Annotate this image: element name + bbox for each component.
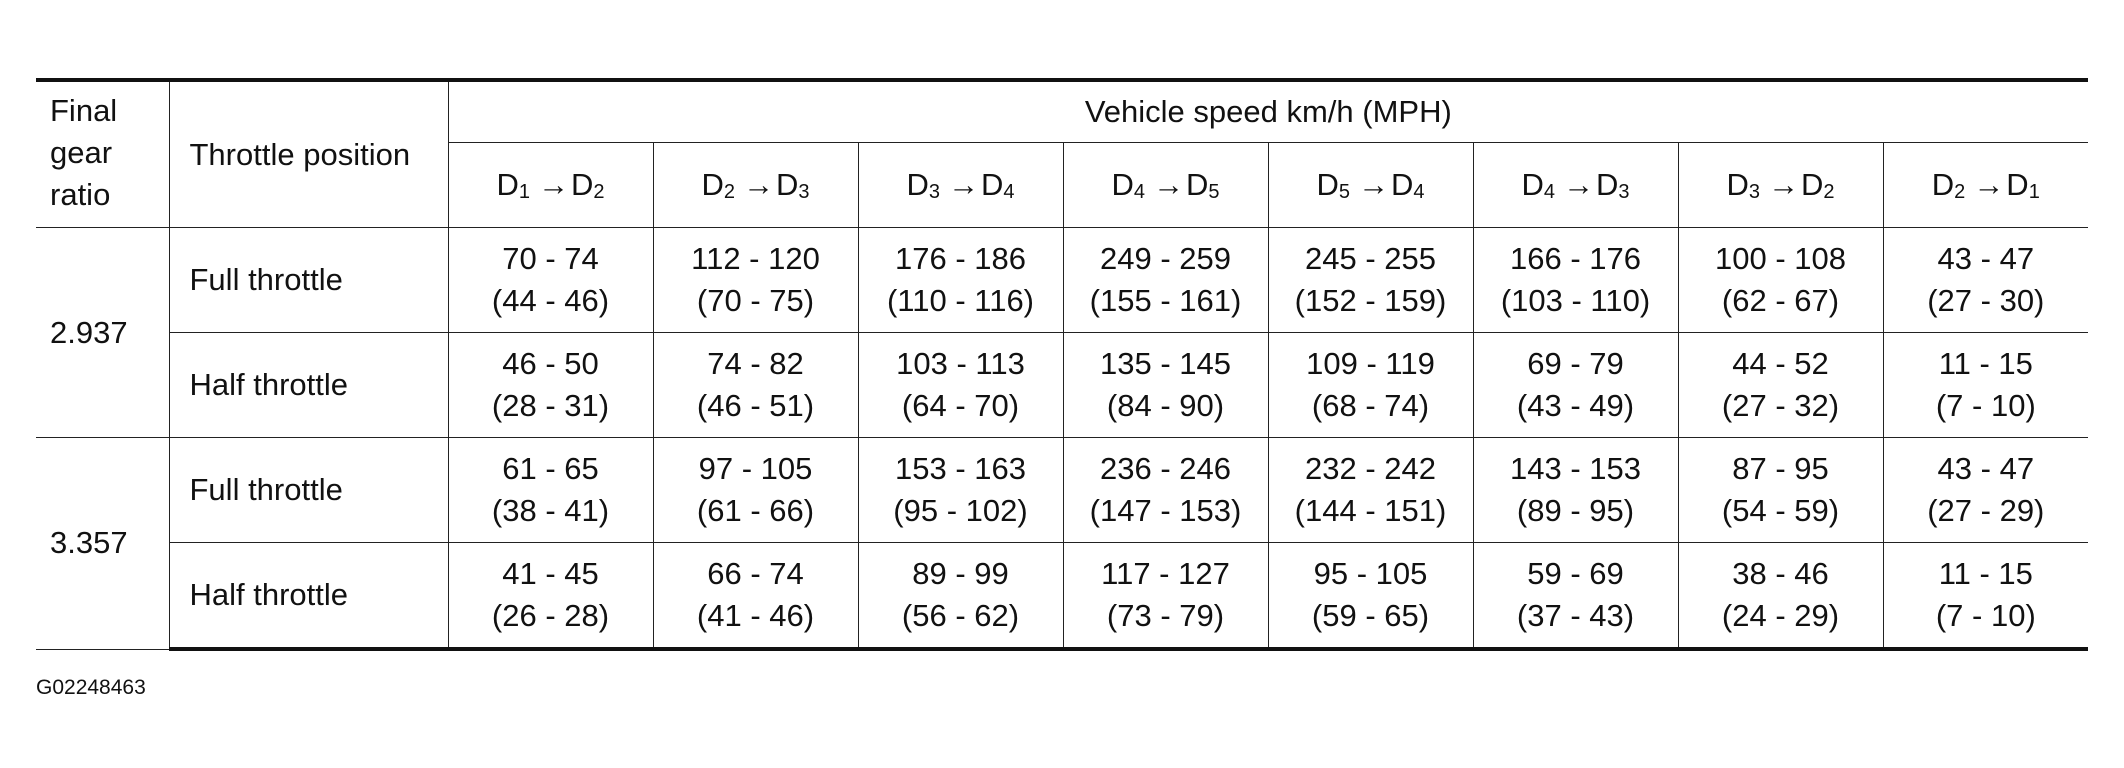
shift-to: D xyxy=(571,167,594,202)
shift-from: D xyxy=(1521,167,1544,202)
shift-from: D xyxy=(906,167,929,202)
speed-kmh: 153 - 163 xyxy=(895,451,1026,486)
shift-speed-table-container xyxy=(36,78,2088,651)
shift-arrow: → xyxy=(743,167,774,202)
speed-cell xyxy=(1883,228,2088,333)
shift-to: D xyxy=(1801,167,1824,202)
shift-to-sub: 4 xyxy=(1003,181,1015,203)
header-shift-5 xyxy=(1268,143,1473,228)
shift-to-sub: 5 xyxy=(1208,181,1220,203)
speed-mph: (27 - 30) xyxy=(1927,283,2045,318)
header-shift-7 xyxy=(1678,143,1883,228)
speed-kmh: 61 - 65 xyxy=(502,451,599,486)
speed-mph: (89 - 95) xyxy=(1516,493,1635,528)
shift-from-sub: 4 xyxy=(1543,181,1555,203)
speed-kmh: 117 - 127 xyxy=(1101,556,1230,591)
speed-mph: (62 - 67) xyxy=(1721,283,1840,318)
speed-cell xyxy=(1883,438,2088,543)
speed-kmh: 109 - 119 xyxy=(1306,346,1435,381)
speed-mph: (28 - 31) xyxy=(491,388,610,423)
shift-to-sub: 4 xyxy=(1413,181,1425,203)
table-body xyxy=(36,228,2088,650)
speed-cell xyxy=(448,543,653,650)
speed-mph: (54 - 59) xyxy=(1721,493,1840,528)
speed-cell xyxy=(448,438,653,543)
speed-kmh: 38 - 46 xyxy=(1732,556,1829,591)
header-shift-8 xyxy=(1883,143,2088,228)
speed-cell xyxy=(653,228,858,333)
shift-arrow: → xyxy=(1563,167,1594,202)
shift-to: D xyxy=(776,167,799,202)
speed-cell xyxy=(1063,333,1268,438)
shift-from-sub: 3 xyxy=(1748,181,1760,203)
shift-arrow: → xyxy=(1153,167,1184,202)
speed-mph: (110 - 116) xyxy=(886,283,1035,318)
shift-from-sub: 4 xyxy=(1133,181,1145,203)
speed-mph: (26 - 28) xyxy=(491,598,610,633)
shift-from: D xyxy=(1726,167,1749,202)
header-shift-6 xyxy=(1473,143,1678,228)
speed-mph: (64 - 70) xyxy=(901,388,1020,423)
throttle-position-cell: Full throttle xyxy=(169,438,448,543)
shift-from-sub: 1 xyxy=(518,181,530,203)
speed-cell xyxy=(1883,333,2088,438)
speed-kmh: 97 - 105 xyxy=(698,451,813,486)
shift-from: D xyxy=(1111,167,1134,202)
final-gear-ratio-cell: 2.937 xyxy=(36,228,169,438)
speed-mph: (43 - 49) xyxy=(1516,388,1635,423)
speed-cell xyxy=(1268,543,1473,650)
speed-kmh: 245 - 255 xyxy=(1305,241,1436,276)
speed-kmh: 143 - 153 xyxy=(1510,451,1641,486)
speed-cell xyxy=(653,333,858,438)
speed-mph: (152 - 159) xyxy=(1294,283,1447,318)
table-header xyxy=(36,80,2088,228)
speed-mph: (70 - 75) xyxy=(696,283,815,318)
speed-cell xyxy=(1063,228,1268,333)
table-row xyxy=(36,438,2088,543)
shift-from-sub: 3 xyxy=(928,181,940,203)
header-shift-4 xyxy=(1063,143,1268,228)
shift-from: D xyxy=(701,167,724,202)
speed-mph: (59 - 65) xyxy=(1311,598,1430,633)
speed-mph: (37 - 43) xyxy=(1516,598,1635,633)
shift-from: D xyxy=(1316,167,1339,202)
speed-cell xyxy=(1063,438,1268,543)
shift-from-sub: 5 xyxy=(1338,181,1350,203)
shift-from-sub: 2 xyxy=(723,181,735,203)
speed-cell xyxy=(1678,438,1883,543)
speed-cell xyxy=(858,228,1063,333)
header-ratio-line-2: gear xyxy=(50,135,113,170)
speed-mph: (38 - 41) xyxy=(491,493,610,528)
header-row-1 xyxy=(36,80,2088,143)
speed-cell xyxy=(1883,543,2088,650)
header-shift-3 xyxy=(858,143,1063,228)
table-row xyxy=(36,333,2088,438)
speed-kmh: 166 - 176 xyxy=(1510,241,1641,276)
speed-kmh: 176 - 186 xyxy=(895,241,1026,276)
speed-mph: (144 - 151) xyxy=(1294,493,1447,528)
speed-kmh: 44 - 52 xyxy=(1732,346,1829,381)
speed-cell xyxy=(1473,228,1678,333)
speed-cell xyxy=(1473,438,1678,543)
speed-cell xyxy=(858,438,1063,543)
speed-cell xyxy=(1473,333,1678,438)
speed-kmh: 249 - 259 xyxy=(1100,241,1231,276)
throttle-position-cell: Full throttle xyxy=(169,228,448,333)
table-row xyxy=(36,543,2088,650)
header-final-gear-ratio xyxy=(36,80,169,228)
shift-arrow: → xyxy=(538,167,569,202)
header-throttle-position: Throttle position xyxy=(169,80,448,228)
speed-mph: (61 - 66) xyxy=(696,493,815,528)
speed-cell xyxy=(1473,543,1678,650)
speed-mph: (46 - 51) xyxy=(696,388,815,423)
speed-kmh: 112 - 120 xyxy=(691,241,820,276)
shift-to: D xyxy=(981,167,1004,202)
speed-mph: (73 - 79) xyxy=(1106,598,1225,633)
speed-kmh: 11 - 15 xyxy=(1938,346,2033,381)
speed-mph: (147 - 153) xyxy=(1089,493,1242,528)
speed-kmh: 103 - 113 xyxy=(896,346,1025,381)
speed-kmh: 74 - 82 xyxy=(707,346,804,381)
table-row xyxy=(36,228,2088,333)
shift-to-sub: 3 xyxy=(798,181,810,203)
shift-to: D xyxy=(2006,167,2029,202)
speed-cell xyxy=(1678,228,1883,333)
speed-kmh: 87 - 95 xyxy=(1732,451,1829,486)
speed-cell xyxy=(1268,438,1473,543)
shift-from-sub: 2 xyxy=(1954,181,1966,203)
speed-kmh: 232 - 242 xyxy=(1305,451,1436,486)
speed-kmh: 66 - 74 xyxy=(707,556,804,591)
speed-cell xyxy=(653,543,858,650)
figure-id: G02248463 xyxy=(36,676,146,699)
speed-cell xyxy=(448,333,653,438)
speed-kmh: 43 - 47 xyxy=(1937,451,2035,486)
shift-arrow: → xyxy=(1358,167,1389,202)
speed-cell xyxy=(858,333,1063,438)
speed-cell xyxy=(1678,333,1883,438)
header-shift-1 xyxy=(448,143,653,228)
shift-to-sub: 1 xyxy=(2028,181,2040,203)
speed-mph: (95 - 102) xyxy=(893,493,1028,528)
speed-cell xyxy=(858,543,1063,650)
speed-cell xyxy=(1268,333,1473,438)
shift-from: D xyxy=(1931,167,1955,202)
final-gear-ratio-cell: 3.357 xyxy=(36,438,169,650)
speed-kmh: 89 - 99 xyxy=(912,556,1009,591)
throttle-position-cell: Half throttle xyxy=(169,543,448,650)
speed-kmh: 43 - 47 xyxy=(1937,241,2035,276)
speed-mph: (44 - 46) xyxy=(491,283,610,318)
shift-to-sub: 2 xyxy=(1823,181,1835,203)
speed-kmh: 70 - 74 xyxy=(502,241,599,276)
speed-kmh: 236 - 246 xyxy=(1100,451,1231,486)
speed-cell xyxy=(448,228,653,333)
speed-kmh: 46 - 50 xyxy=(502,346,599,381)
speed-kmh: 11 - 15 xyxy=(1938,556,2033,591)
speed-kmh: 59 - 69 xyxy=(1527,556,1624,591)
speed-cell xyxy=(1678,543,1883,650)
shift-to: D xyxy=(1186,167,1209,202)
shift-arrow: → xyxy=(1768,167,1799,202)
speed-cell xyxy=(1268,228,1473,333)
speed-mph: (103 - 110) xyxy=(1500,283,1651,318)
header-ratio-line-3: ratio xyxy=(50,177,111,212)
header-shift-2 xyxy=(653,143,858,228)
speed-kmh: 69 - 79 xyxy=(1527,346,1624,381)
speed-mph: (27 - 29) xyxy=(1927,493,2045,528)
throttle-position-cell: Half throttle xyxy=(169,333,448,438)
speed-mph: (7 - 10) xyxy=(1935,388,2036,423)
shift-speed-table xyxy=(36,78,2088,651)
speed-cell xyxy=(653,438,858,543)
speed-mph: (7 - 10) xyxy=(1935,598,2036,633)
speed-mph: (155 - 161) xyxy=(1089,283,1242,318)
shift-to-sub: 2 xyxy=(593,181,605,203)
speed-kmh: 135 - 145 xyxy=(1100,346,1231,381)
speed-kmh: 95 - 105 xyxy=(1313,556,1428,591)
header-ratio-line-1: Final xyxy=(50,93,118,128)
shift-to: D xyxy=(1391,167,1414,202)
speed-mph: (41 - 46) xyxy=(696,598,815,633)
shift-from: D xyxy=(496,167,519,202)
speed-mph: (56 - 62) xyxy=(901,598,1020,633)
shift-to-sub: 3 xyxy=(1618,181,1630,203)
speed-kmh: 100 - 108 xyxy=(1715,241,1846,276)
speed-kmh: 41 - 45 xyxy=(502,556,599,591)
speed-cell xyxy=(1063,543,1268,650)
header-vehicle-speed: Vehicle speed km/h (MPH) xyxy=(448,80,2088,143)
shift-arrow: → xyxy=(948,167,979,202)
shift-arrow: → xyxy=(1973,167,2005,202)
speed-mph: (68 - 74) xyxy=(1311,388,1430,423)
speed-mph: (84 - 90) xyxy=(1106,388,1225,423)
shift-to: D xyxy=(1596,167,1619,202)
speed-mph: (27 - 32) xyxy=(1721,388,1840,423)
speed-mph: (24 - 29) xyxy=(1721,598,1840,633)
